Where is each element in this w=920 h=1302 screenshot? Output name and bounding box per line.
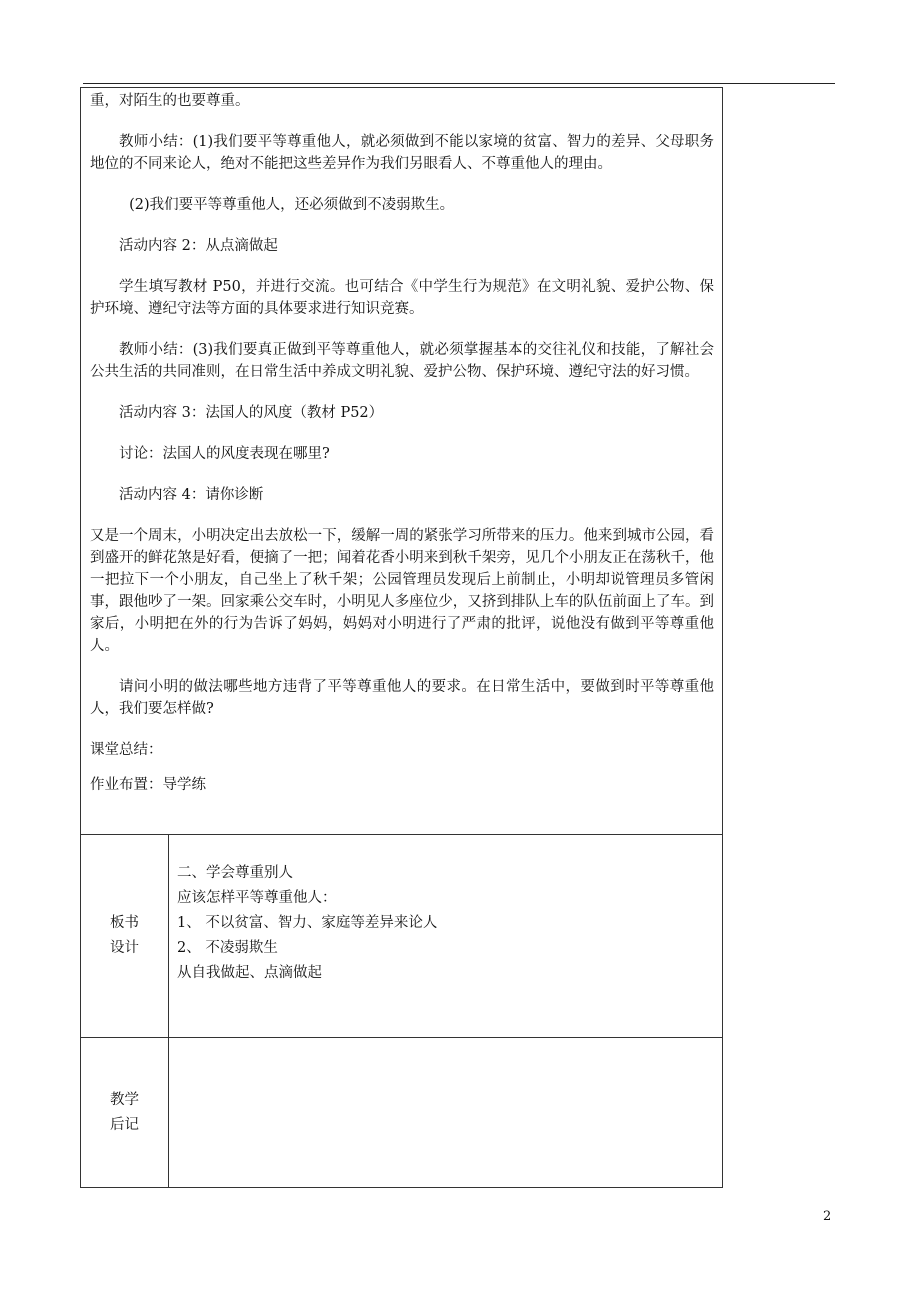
board-label-line1: 板书 — [110, 915, 139, 931]
teacher-summary-3: 教师小结：(3)我们要真正做到平等尊重他人，就必须掌握基本的交往礼仪和技能，了解社会公共生活的共同准则，在日常生活中养成文明礼貌、爱护公物、保护环境、遵纪守法的好习惯。 — [90, 342, 715, 380]
board-line: 应该怎样平等尊重他人： — [177, 890, 337, 906]
content-cell — [81, 88, 723, 835]
activity-2-body: 学生填写教材 P50，并进行交流。也可结合《中学生行为规范》在文明礼貌、爱护公物、保护环境、遵纪守法等方面的具体要求进行知识竞赛。 — [90, 279, 715, 317]
notes-label-line1: 教学 — [110, 1091, 139, 1108]
board-line: 二、学会尊重别人 — [177, 865, 293, 881]
board-line: 1、 不以贫富、智力、家庭等差异来论人 — [177, 915, 438, 931]
header-rule — [83, 83, 835, 84]
case-story: 又是一个周末，小明决定出去放松一下，缓解一周的紧张学习所带来的压力。他来到城市公园，看到盛开的鲜花煞是好看，便摘了一把；闻着花香小明来到秋千架旁，见几个小朋友正在荡秋千，他一把拉下一个小朋友，自己坐上了秋千架；公园管理员发现后上前制止，小明却说管理员多管闲事，跟他吵了一架。回家乘公交车时，小明见人多座位少，又挤到排队上车的队伍前面上了车。到家后，小明把在外的行为告诉了妈妈，妈妈对小明进行了严肃的批评，说他没有做到平等尊重他人。 — [90, 528, 715, 654]
teaching-notes-row — [81, 1038, 723, 1188]
activity-3-heading: 活动内容 3：法国人的风度（教材 P52） — [119, 405, 384, 421]
activity-2-heading: 活动内容 2：从点滴做起 — [119, 238, 278, 254]
board-label-line2: 设计 — [110, 940, 139, 956]
homework-label: 作业布置：导学练 — [90, 777, 206, 793]
teacher-summary-2: (2)我们要平等尊重他人，还必须做到不凌弱欺生。 — [129, 197, 455, 213]
teaching-notes-content — [169, 1038, 723, 1188]
discussion-question: 讨论：法国人的风度表现在哪里? — [119, 446, 330, 462]
board-design-label — [81, 835, 169, 1038]
board-line: 从自我做起、点滴做起 — [177, 965, 322, 981]
board-design-content — [169, 835, 723, 1038]
class-summary-label: 课堂总结： — [90, 742, 163, 758]
lesson-plan-table — [80, 87, 723, 1188]
content-row — [81, 88, 723, 835]
activity-4-heading: 活动内容 4：请你诊断 — [119, 487, 264, 503]
page-number: 2 — [823, 1209, 832, 1224]
teaching-notes-label — [81, 1038, 169, 1188]
case-question: 请问小明的做法哪些地方违背了平等尊重他人的要求。在日常生活中，要做到时平等尊重他人，我们要怎样做? — [90, 679, 715, 717]
board-line: 2、 不凌弱欺生 — [177, 940, 278, 956]
board-design-row — [81, 835, 723, 1038]
notes-label-line2: 后记 — [110, 1116, 139, 1133]
teacher-summary-1: 教师小结：(1)我们要平等尊重他人，就必须做到不能以家境的贫富、智力的差异、父母职务地位的不同来论人，绝对不能把这些差异作为我们另眼看人、不尊重他人的理由。 — [90, 134, 715, 172]
paragraph-continuation: 重，对陌生的也要尊重。 — [90, 93, 250, 109]
